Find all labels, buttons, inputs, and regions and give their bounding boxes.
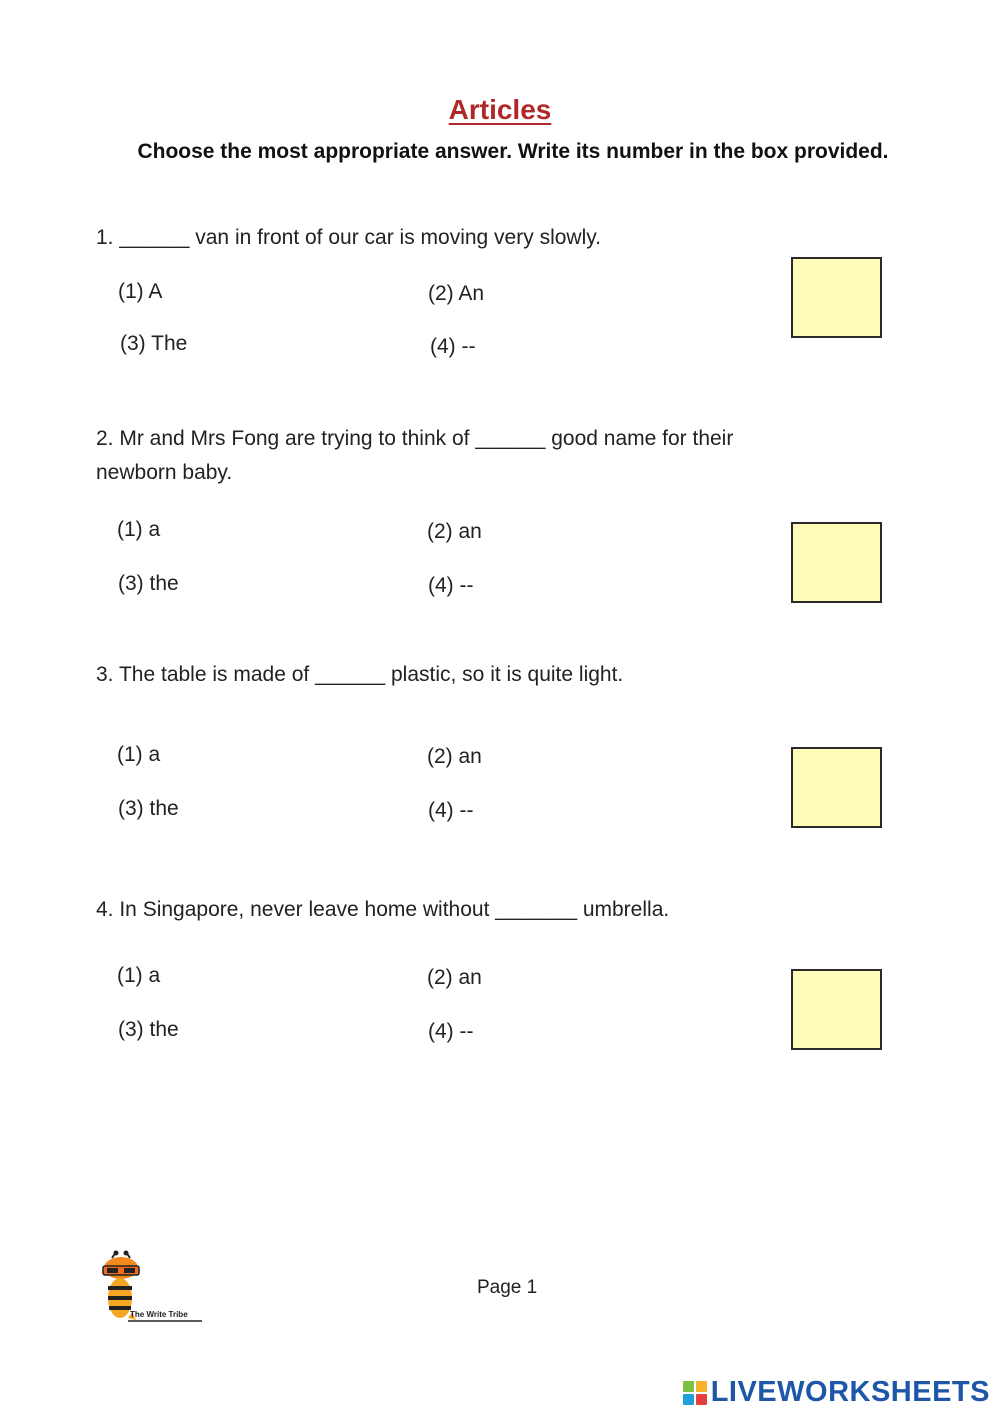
option: (2) An [428,282,485,305]
liveworksheets-logo-icon [683,1381,707,1405]
option: (1) a [117,518,161,541]
answer-box[interactable] [791,257,882,338]
option: (3) the [118,572,179,595]
option: (3) the [118,797,179,820]
option: (2) an [427,745,482,768]
option: (2) an [427,520,482,543]
option: (1) a [117,743,161,766]
answer-box[interactable] [791,522,882,603]
instructions: Choose the most appropriate answer. Write its number in the box provided. [137,140,889,163]
option: (4) -- [428,799,474,822]
worksheet-title: Articles [448,94,552,125]
logo-text: The Write Tribe [130,1310,188,1319]
option: (4) -- [430,335,476,358]
option: (1) A [118,280,163,303]
question-text: 4. In Singapore, never leave home without _______ umbrella. [96,898,670,921]
liveworksheets-brand[interactable] [683,1376,990,1409]
page-number: Page 1 [477,1277,538,1298]
question-text: 2. Mr and Mrs Fong are trying to think of ______ good name for their newborn baby. [96,427,734,484]
brand-text: LIVEWORKSHEETS [710,1376,990,1408]
answer-box[interactable] [791,747,882,828]
option: (1) a [117,964,161,987]
question-text: 3. The table is made of ______ plastic, so it is quite light. [96,663,624,686]
the-write-tribe-logo [98,1250,208,1326]
option: (2) an [427,966,482,989]
option: (4) -- [428,1020,474,1043]
option: (3) the [118,1018,179,1041]
answer-box[interactable] [791,969,882,1050]
option: (3) The [120,332,188,355]
option: (4) -- [428,574,474,597]
question-text: 1. ______ van in front of our car is moving very slowly. [96,226,602,249]
